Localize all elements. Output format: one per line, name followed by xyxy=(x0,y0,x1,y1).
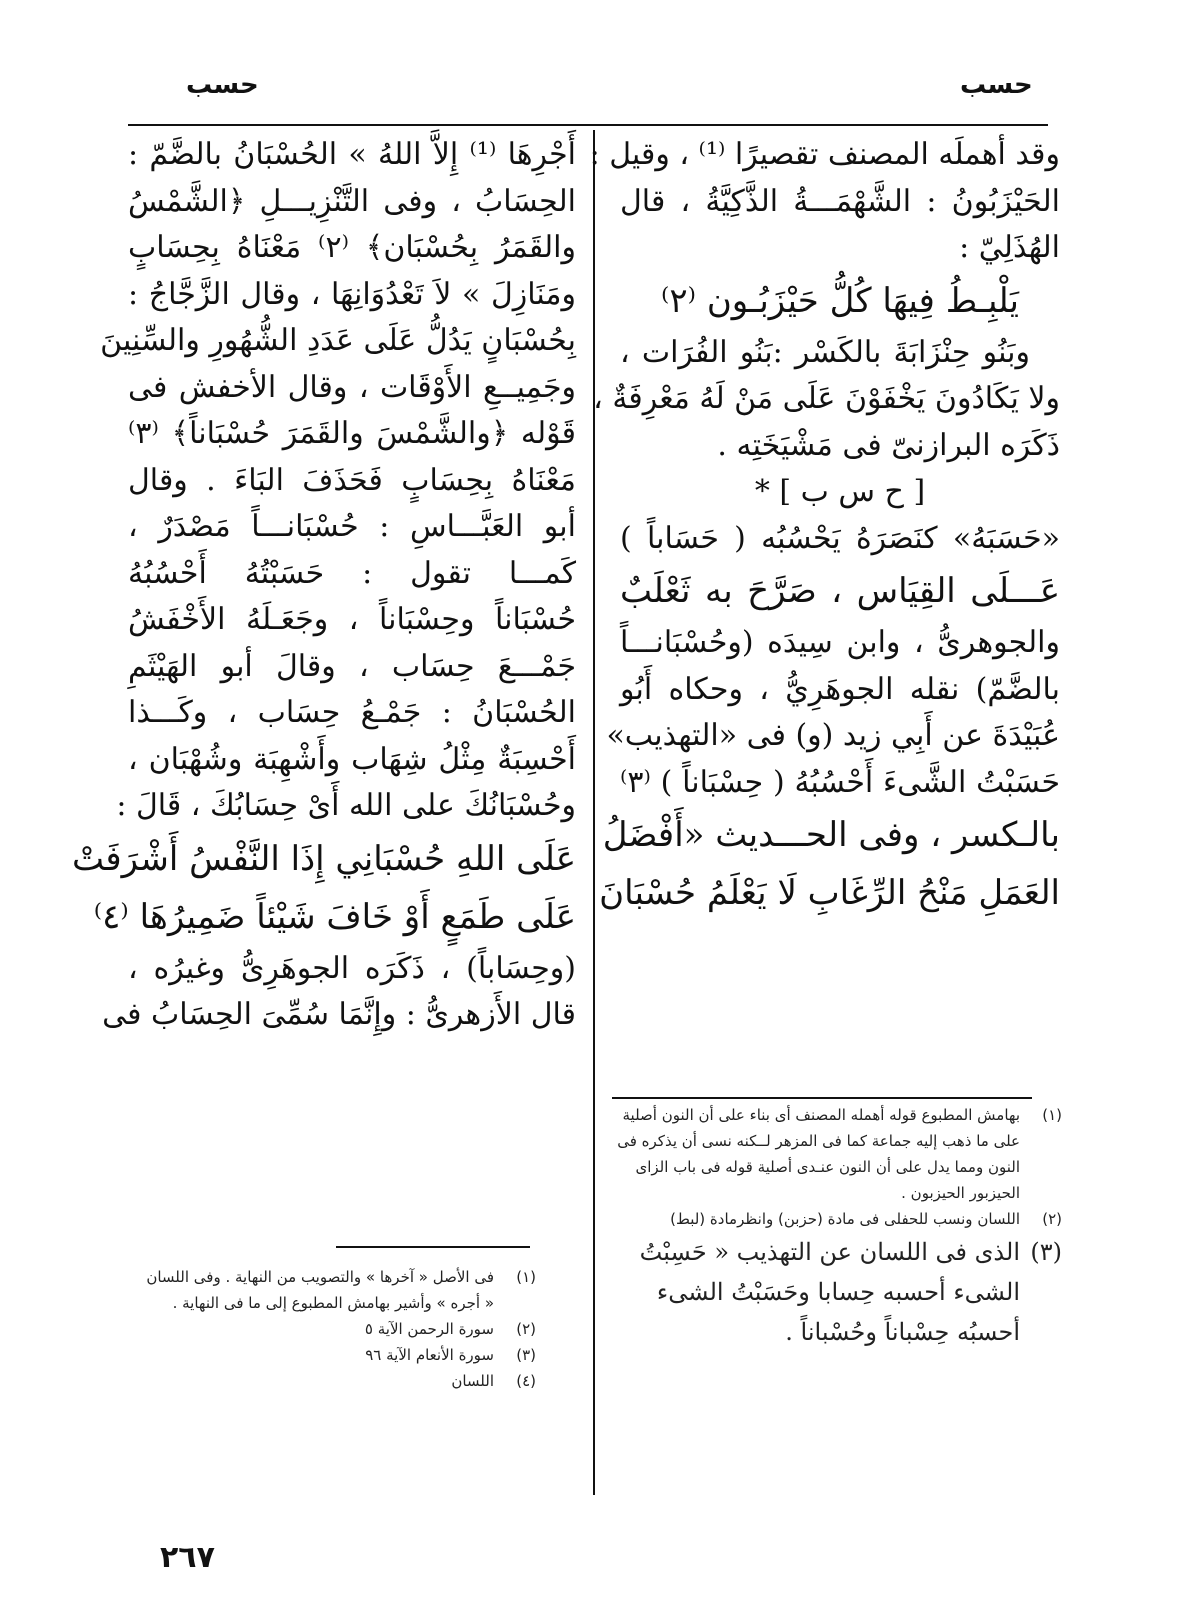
verse-line: عَلَى طَمَعٍ أَوْ خَافَ شَيْئاً ضَمِيرُهَا ⁽٤⁾ xyxy=(93,896,576,937)
text-line: كَمـــا تقول : حَسَبْتُهُ أَحْسُبُهُ xyxy=(128,555,576,591)
entry-heading: [ ح س ب ] * xyxy=(754,474,926,509)
verse-line: يَلْبِـطُ فِيهَا كُلُّ حَيْزَبُـون ⁽٢⁾ xyxy=(661,280,1019,321)
footnote xyxy=(136,1264,536,1316)
text-line: بالضَّمّ) نقله الجوهَرِيُّ ، وحكاه أَبُو xyxy=(620,671,1060,707)
verse-line: عَلَى اللهِ حُسْبَانِي إِذَا النَّفْسُ أَشْرَفَتْ xyxy=(72,838,576,879)
text-line: قَوْله ﴿والشَّمْسَ والقَمَرَ حُسْبَاناً﴾ ⁽٣⁾ xyxy=(128,416,576,451)
right-column xyxy=(589,132,1060,922)
footnote xyxy=(612,1232,1062,1352)
text-line: ولا يَكَادُونَ يَخْفَوْنَ عَلَى مَنْ لَهُ مَعْرِفَةٌ ، xyxy=(593,381,1060,416)
text-line: أبو العَبَّـــاسِ : حُسْبَانـــاً مَصْدَرٌ ، xyxy=(128,509,576,544)
column-divider xyxy=(593,130,595,1495)
footnote-text: اللسان ونسب للحفلى فى مادة (حزبن) وانظرمادة (لبط) xyxy=(670,1210,1020,1228)
text-line: (وحِسَاباً) ، ذَكَرَه الجوهَرِىُّ وغيرُه ، xyxy=(128,950,576,986)
text-line: الحِسَابُ ، وفى التَّنْزِيـــلِ ﴿الشَّمْسُ xyxy=(128,183,576,219)
footnote xyxy=(136,1316,536,1342)
footnote-text: فى الأصل « آخرها » والتصويب من النهاية . وفى اللسان « أجره » وأشير بهامش المطبوع إلى ما فى النهاية . xyxy=(146,1268,494,1312)
footnote xyxy=(612,1102,1062,1206)
text-line: وجَمِيــعِ الأَوْقَات ، وقال الأخفش فى xyxy=(128,369,576,405)
footnote-text: اللسان xyxy=(451,1372,494,1390)
text-line: العَمَلِ مَنْحُ الرِّغَابِ لَا يَعْلَمُ حُسْبَانَ xyxy=(599,873,1060,913)
footnotes-right xyxy=(612,1102,1062,1352)
footnote-text: سورة الأنعام الآية ٩٦ xyxy=(365,1346,494,1364)
text-line: عَـــلَى القِيَاس ، صَرَّحَ به ثَعْلَبٌ xyxy=(620,571,1060,611)
footnote-text: سورة الرحمن الآية ٥ xyxy=(364,1320,494,1338)
header-rule xyxy=(128,124,1048,126)
footnote-text: بهامش المطبوع قوله أهمله المصنف أى بناء على أن النون أصلية على ما ذهب إليه جماعة كما فى المزهر لــكنه نسى أن يذكره فى النون ومما يدل على أن النون عنـدى أصلية قوله فى باب الزاى الحيزبور الحيزبون . xyxy=(617,1106,1020,1202)
footnote-rule-left xyxy=(336,1246,530,1248)
text-line: والقَمَرُ بِحُسْبَان﴾ ⁽٢⁾ مَعْنَاهُ بِحِسَابٍ xyxy=(128,230,576,265)
footnote-number: (٢) xyxy=(1042,1210,1062,1228)
page-number: ٢٦٧ xyxy=(160,1540,215,1575)
footnote-number: (٤) xyxy=(516,1372,536,1390)
text-line: أَحْسِبَةٌ مِثْلُ شِهَاب وأَشْهِبَة وشُهْبَان ، xyxy=(128,741,576,777)
text-line: حُسْبَاناً وحِسْبَاناً ، وجَعَـلَهُ الأَخْفَشُ xyxy=(128,602,576,637)
text-line: وقد أهملَه المصنف تقصيرًا ⁽¹⁾ ، وقيل : xyxy=(589,137,1060,172)
running-head-right: حسب xyxy=(960,70,1033,100)
text-line: ومَنَازِلَ » لاَ تَعْدُوَانِهَا ، وقال الزَّجَّاجُ : xyxy=(128,276,576,312)
text-line: وحُسْبَانُكَ على الله أَىْ حِسَابُكَ ، قَالَ : xyxy=(116,788,576,823)
text-line: والجوهرىُّ ، وابن سِيدَه (وحُسْبَانـــاً xyxy=(620,625,1060,660)
text-line: الحُسْبَانُ : جَمْـعُ حِسَاب ، وكَـــذا xyxy=(128,695,576,730)
text-line: مَعْنَاهُ بِحِسَابٍ فَحَذَفَ البَاءَ . وقال xyxy=(128,462,576,498)
footnote xyxy=(136,1342,536,1368)
text-line: الهُذَلِيّ : xyxy=(959,230,1060,265)
text-line: «حَسَبَهُ» كنَصَرَهُ يَحْسُبُه ( حَسَاباً ) xyxy=(620,520,1060,556)
footnote-number: (٣) xyxy=(1030,1238,1062,1266)
running-head-left: حسب xyxy=(186,70,259,100)
text-line: حَسَبْتُ الشَّىءَ أَحْسُبُهُ ( حِسْبَاناً ) ⁽٣⁾ xyxy=(620,764,1060,800)
footnote-number: (١) xyxy=(1042,1106,1062,1124)
text-line: أَجْرِهَا ⁽¹⁾ إِلاَّ اللهُ » الحُسْبَانُ بالضَّمّ : xyxy=(128,137,576,172)
text-line: عُبَيْدَةَ عن أَبِي زيد (و) فى «التهذيب» xyxy=(606,718,1060,753)
text-line: الحَيْزَبُونُ : الشَّهْمَـــةُ الذَّكِيَّةُ ، قال xyxy=(620,183,1060,219)
footnote-text: الذى فى اللسان عن التهذيب « حَسِبْتُ الشىء أحسبه حِسابا وحَسَبْتُ الشىء أحسبُه حِسْباناً وحُسْباناً . xyxy=(639,1238,1020,1346)
footnote-number: (٢) xyxy=(516,1320,536,1338)
left-column xyxy=(72,132,576,1039)
footnotes-left xyxy=(136,1264,536,1394)
footnote xyxy=(612,1206,1062,1232)
footnote-rule-right xyxy=(612,1097,1032,1099)
text-line: ذَكَرَه البرازنىّ فى مَشْيَخَتِه . xyxy=(717,427,1060,463)
text-line: جَمْـــعَ حِسَاب ، وقالَ أبو الهَيْثَمِ xyxy=(128,648,576,684)
text-line: وبَنُو حِنْزَابَةَ بالكَسْر :بَنُو الفُرَات ، xyxy=(620,334,1030,370)
text-line: بالـكسر ، وفى الحـــديث «أَفْضَلُ xyxy=(602,815,1060,855)
text-line: بِحُسْبَانٍ يَدُلُّ عَلَى عَدَدِ الشُّهُورِ والسِّنِينَ xyxy=(100,323,576,358)
footnote-number: (٣) xyxy=(516,1346,536,1364)
footnote xyxy=(136,1368,536,1394)
footnote-number: (١) xyxy=(516,1268,536,1286)
text-line: قال الأَزهرىُّ : وإِنَّمَا سُمِّىَ الحِسَابُ فى xyxy=(102,997,576,1032)
